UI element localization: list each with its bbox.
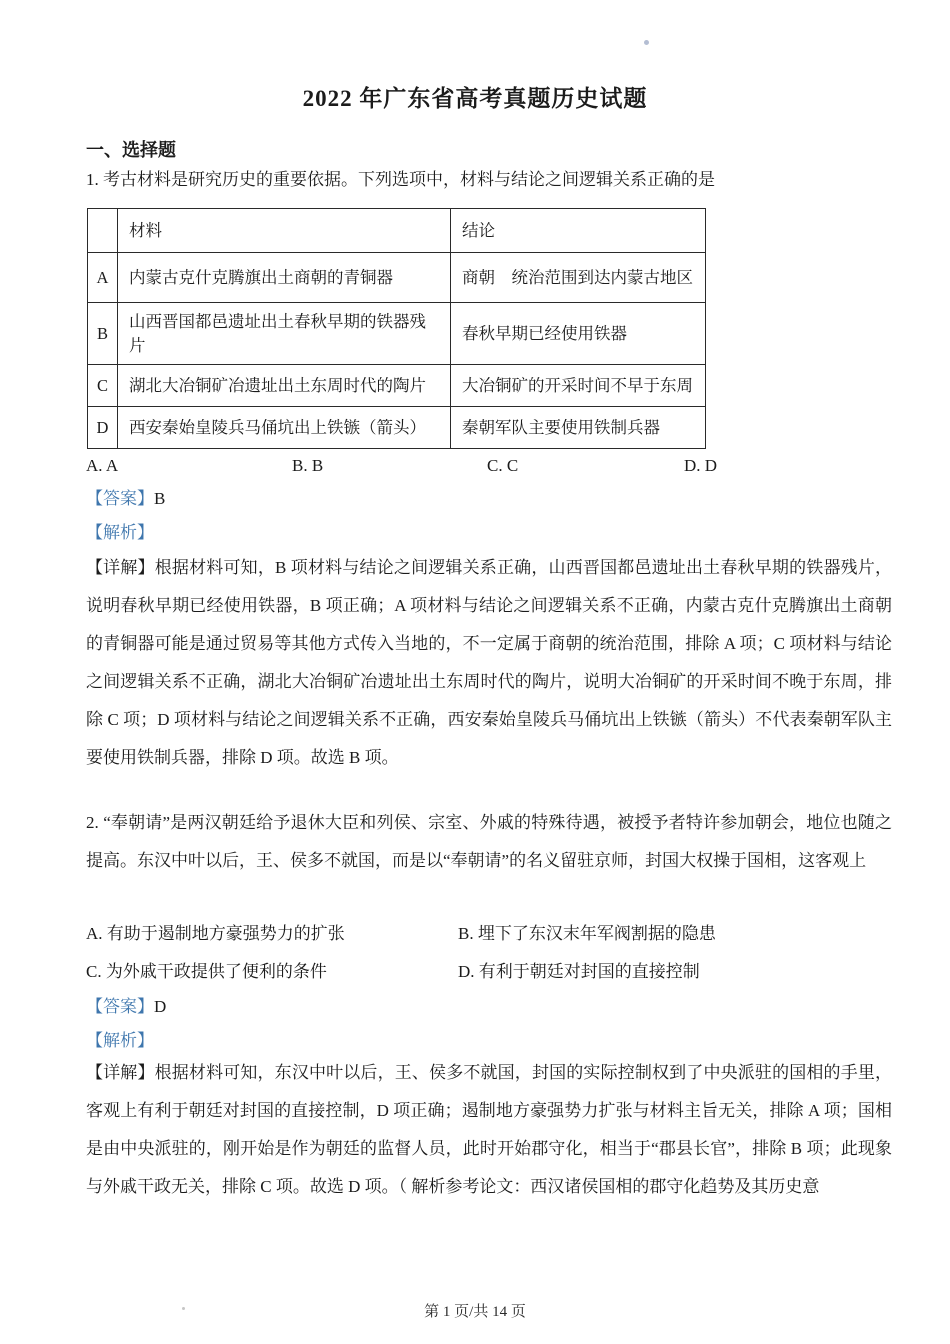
artifact-dot-top xyxy=(644,40,649,45)
table-cell-conclusion: 春秋早期已经使用铁器 xyxy=(451,303,706,365)
question-1-stem: 1. 考古材料是研究历史的重要依据。下列选项中，材料与结论之间逻辑关系正确的是 xyxy=(86,170,715,189)
question-1-option-c: C. C xyxy=(487,456,519,475)
question-2-option-c: C. 为外戚干政提供了便利的条件 xyxy=(86,962,327,981)
table-row-a xyxy=(88,253,706,303)
answer-value: B xyxy=(154,489,166,508)
detail-label: 【详解】 xyxy=(86,1063,155,1082)
table-cell-material: 内蒙古克什克腾旗出土商朝的青铜器 xyxy=(118,253,451,303)
question-2-answer-line xyxy=(86,994,166,1020)
analysis-label: 【解析】 xyxy=(86,1031,154,1050)
table-cell-conclusion: 秦朝军队主要使用铁制兵器 xyxy=(451,407,706,449)
detail-text: 根据材料可知，东汉中叶以后，王、侯多不就国，封国的实际控制权到了中央派驻的国相的手里，客观上有利于朝廷对封国的直接控制，D 项正确；遏制地方豪强势力扩张与材料主旨无关，排除 A 项；国相是由中央派驻的，刚开始是作为朝廷的监督人员，此时开始郡守化，相当于“郡县长官”，排除 B 项；此现象与外戚干政无关，排除 C 项。故选 D 项。（ 解析参考论文：西汉诸侯国相的郡守化趋势及其历史意 xyxy=(86,1063,892,1196)
table-row-b xyxy=(88,303,706,365)
table-cell-material: 湖北大冶铜矿冶遗址出土东周时代的陶片 xyxy=(118,365,451,407)
analysis-label: 【解析】 xyxy=(86,523,154,542)
section-heading: 一、选择题 xyxy=(86,140,176,160)
question-1-explanation xyxy=(86,549,892,777)
table-cell-key: B xyxy=(88,303,118,365)
question-2-option-b: B. 埋下了东汉末年军阀割据的隐患 xyxy=(458,924,716,943)
question-2-explanation xyxy=(86,1054,892,1206)
question-1-options xyxy=(86,452,892,480)
question-1-option-a: A. A xyxy=(86,456,119,475)
question-1-table xyxy=(87,208,706,449)
answer-label: 【答案】 xyxy=(86,489,154,508)
table-cell-material: 西安秦始皇陵兵马俑坑出上铁镞（箭头） xyxy=(118,407,451,449)
question-2-options xyxy=(86,915,892,991)
artifact-dot-bottom xyxy=(182,1307,185,1310)
table-header-empty-cell xyxy=(88,209,118,253)
page-footer: 第 1 页/共 14 页 xyxy=(424,1304,526,1320)
table-row-d xyxy=(88,407,706,449)
question-2-stem: 2. “奉朝请”是两汉朝廷给予退休大臣和列侯、宗室、外戚的特殊待遇，被授予者特许参加朝会，地位也随之提高。东汉中叶以后，王、侯多不就国，而是以“奉朝请”的名义留驻京师，封国大权操于国相，这客观上 xyxy=(86,813,892,870)
table-row-c xyxy=(88,365,706,407)
table-header-material: 材料 xyxy=(118,209,451,253)
detail-text: 根据材料可知，B 项材料与结论之间逻辑关系正确，山西晋国都邑遗址出土春秋早期的铁器残片，说明春秋早期已经使用铁器，B 项正确；A 项材料与结论之间逻辑关系不正确，内蒙古克什克腾旗出土商朝的青铜器可能是通过贸易等其他方式传入当地的，不一定属于商朝的统治范围，排除 A 项；C 项材料与结论之间逻辑关系不正确，湖北大冶铜矿冶遗址出土东周时代的陶片，说明大冶铜矿的开采时间不晚于东周，排除 C 项；D 项材料与结论之间逻辑关系不正确，西安秦始皇陵兵马俑坑出上铁镞（箭头）不代表秦朝军队主要使用铁制兵器，排除 D 项。故选 B 项。 xyxy=(86,558,892,767)
question-2-option-a: A. 有助于遏制地方豪强势力的扩张 xyxy=(86,924,345,943)
question-2-option-d: D. 有利于朝廷对封国的直接控制 xyxy=(458,962,700,981)
answer-value: D xyxy=(154,997,167,1016)
table-header-conclusion: 结论 xyxy=(451,209,706,253)
table-cell-conclusion: 大冶铜矿的开采时间不早于东周 xyxy=(451,365,706,407)
question-2-analysis-line xyxy=(86,1028,154,1054)
table-cell-material: 山西晋国都邑遗址出土春秋早期的铁器残片 xyxy=(118,303,451,365)
table-cell-key: D xyxy=(88,407,118,449)
question-1-answer-line xyxy=(86,486,165,512)
table-cell-key: A xyxy=(88,253,118,303)
question-1-option-b: B. B xyxy=(292,456,324,475)
question-1-option-d: D. D xyxy=(684,456,718,475)
detail-label: 【详解】 xyxy=(86,558,155,577)
table-cell-key: C xyxy=(88,365,118,407)
question-1-analysis-line xyxy=(86,520,154,546)
answer-label: 【答案】 xyxy=(86,997,154,1016)
table-header-row xyxy=(88,209,706,253)
table-cell-conclusion: 商朝 统治范围到达内蒙古地区 xyxy=(451,253,706,303)
document-title: 2022 年广东省高考真题历史试题 xyxy=(302,86,648,111)
